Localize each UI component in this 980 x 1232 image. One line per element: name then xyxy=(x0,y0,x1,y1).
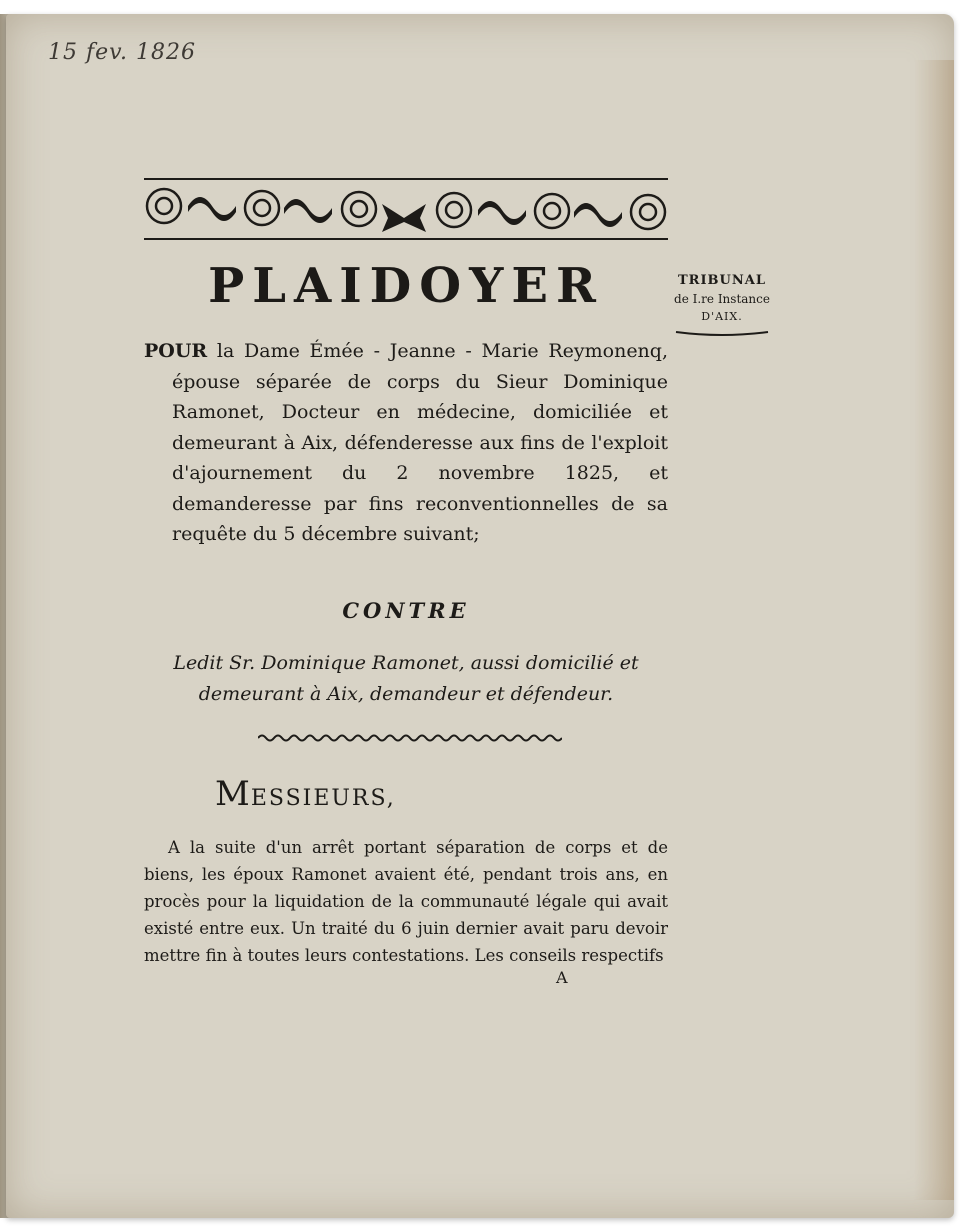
pour-lead: POUR xyxy=(144,340,208,362)
tribunal-line-2: de I.re Instance xyxy=(674,292,770,306)
ornamental-header-band xyxy=(144,176,668,242)
wavy-divider xyxy=(258,733,562,743)
salutation-initial: M xyxy=(215,774,251,814)
tribunal-line-3: D'AIX. xyxy=(701,310,743,323)
tribunal-line-1: TRIBUNAL xyxy=(678,273,766,288)
document-title: PLAIDOYER xyxy=(208,258,604,314)
body-paragraph xyxy=(144,834,668,969)
tribunal-note xyxy=(672,272,772,338)
salutation xyxy=(215,774,396,814)
handwritten-date: 15 fev. 1826 xyxy=(48,40,196,65)
tribunal-flourish xyxy=(674,328,770,338)
page-edge-stain xyxy=(914,60,954,1200)
ledit-paragraph: Ledit Sr. Dominique Ramonet, aussi domicilié et demeurant à Aix, demandeur et défendeur. xyxy=(173,652,639,705)
pour-text: la Dame Émée - Jeanne - Marie Reymonenq, épouse séparée de corps du Sieur Dominique Ramonet, Docteur en médecine, domiciliée et demeurant à Aix, défenderesse aux fins de l'exploit d'ajournement du 2 novembre 1825, et demanderesse par fins reconventionnelles de sa requête du 5 décembre suivant; xyxy=(172,340,668,545)
signature-mark: A xyxy=(556,968,568,987)
body-text: A la suite d'un arrêt portant séparation de corps et de biens, les époux Ramonet avaient été, pendant trois ans, en procès pour la liquidation de la communauté légale qui avait existé entre eux. Un traité du 6 juin dernier avait paru devoir mettre fin à toutes leurs contestations. Les conseils respectifs xyxy=(144,838,668,965)
contre-heading: CONTRE xyxy=(342,598,470,623)
pour-paragraph xyxy=(144,336,668,550)
salutation-rest: ESSIEURS, xyxy=(250,786,396,811)
